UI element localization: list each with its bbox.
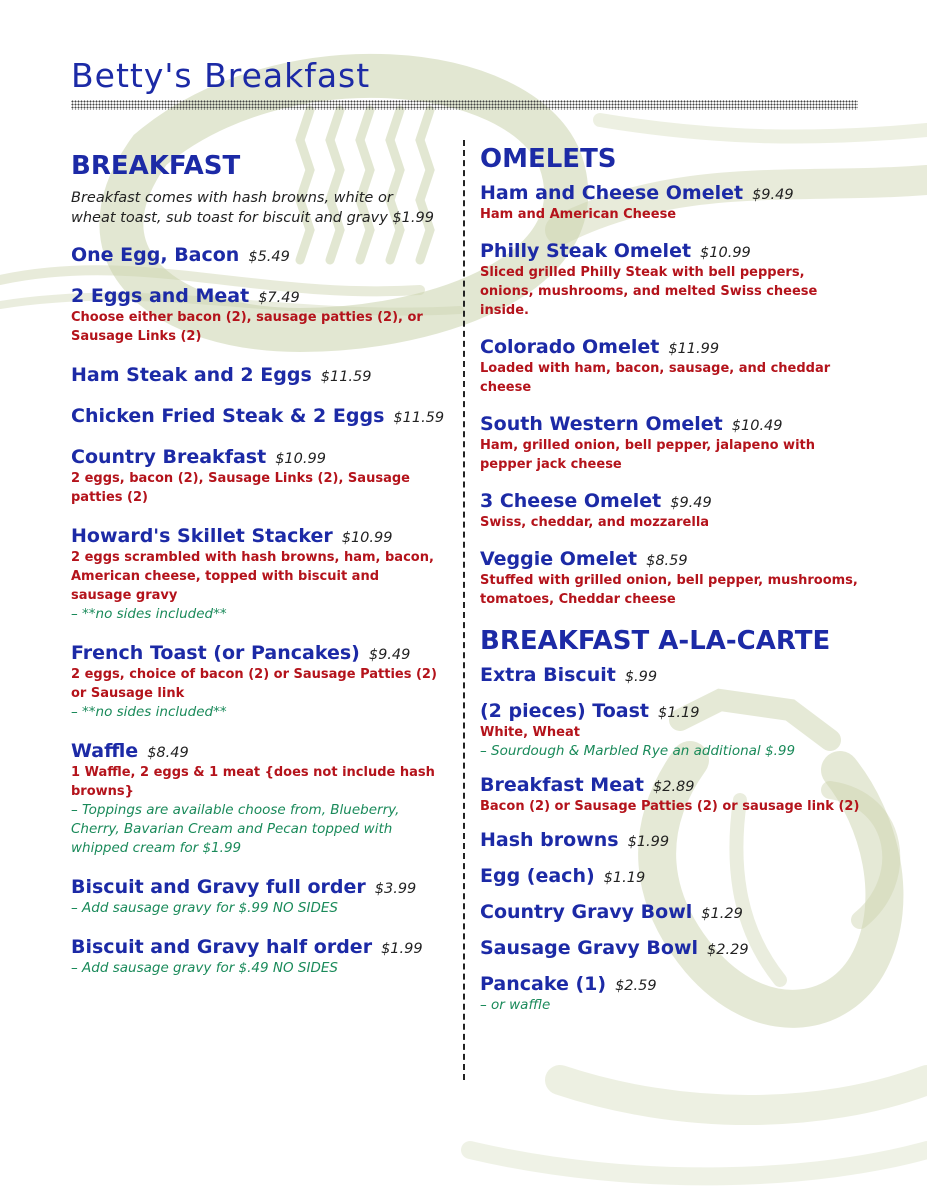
item-name: Colorado Omelet [480, 336, 660, 358]
menu-item [71, 524, 441, 624]
breakfast-intro: Breakfast comes with hash browns, white or wheat toast, sub toast for biscuit and gravy $1.99 [71, 190, 434, 226]
item-note: – Toppings are available choose from, Blueberry, Cherry, Bavarian Cream and Pecan topped with whipped cream for $1.99 [71, 802, 400, 856]
menu-item [480, 972, 860, 1015]
menu-item [480, 489, 860, 532]
title-dotted-rule [71, 100, 858, 110]
menu-item [71, 363, 441, 387]
item-price: $1.99 [627, 834, 670, 850]
item-description: Loaded with ham, bacon, sausage, and cheddar cheese [480, 361, 831, 395]
item-price: $2.29 [707, 942, 749, 958]
menu-item [71, 739, 441, 858]
item-description: Ham and American Cheese [480, 207, 677, 222]
item-name: Country Breakfast [71, 446, 267, 468]
menu-item [480, 181, 860, 224]
item-name: Egg (each) [480, 865, 595, 887]
menu-item [71, 875, 441, 918]
item-price: $2.59 [615, 978, 657, 994]
item-name: South Western Omelet [480, 413, 723, 435]
item-price: $11.59 [320, 369, 372, 385]
item-description: 2 eggs, choice of bacon (2) or Sausage Patties (2) or Sausage link [71, 667, 437, 701]
menu-item [71, 284, 441, 346]
menu-item [480, 864, 860, 888]
item-name: Sausage Gravy Bowl [480, 937, 699, 959]
item-name: Hash browns [480, 829, 619, 851]
item-description: Ham, grilled onion, bell pepper, jalapeno with pepper jack cheese [480, 438, 815, 472]
item-price: $9.49 [368, 647, 411, 663]
menu-item [480, 547, 860, 609]
item-note: – or waffle [480, 997, 551, 1013]
alacarte-section-title: BREAKFAST A-LA-CARTE [480, 626, 831, 656]
item-price: $8.59 [646, 553, 688, 569]
item-description: Swiss, cheddar, and mozzarella [480, 515, 710, 530]
item-price: $1.19 [603, 870, 646, 886]
menu-item [480, 699, 860, 761]
menu-item [480, 412, 860, 474]
item-note: – Add sausage gravy for $.49 NO SIDES [71, 960, 338, 976]
item-name: Extra Biscuit [480, 664, 616, 686]
item-price: $7.49 [258, 290, 300, 306]
menu-item [71, 641, 441, 722]
menu-item [480, 773, 860, 816]
item-price: $.99 [624, 669, 658, 685]
menu-item [480, 663, 860, 687]
item-description: White, Wheat [480, 725, 580, 740]
menu-item [480, 900, 860, 924]
item-name: Biscuit and Gravy half order [71, 936, 373, 958]
menu-item [480, 335, 860, 397]
menu-item [480, 828, 860, 852]
item-price: $3.99 [374, 881, 417, 897]
right-column [480, 143, 860, 1027]
item-price: $10.49 [731, 418, 783, 434]
item-description: 2 eggs, bacon (2), Sausage Links (2), Sausage patties (2) [71, 471, 410, 505]
menu-item [480, 239, 860, 320]
item-name: 2 Eggs and Meat [71, 285, 250, 307]
item-price: $10.99 [341, 530, 393, 546]
item-price: $9.49 [670, 495, 712, 511]
item-note: – Add sausage gravy for $.99 NO SIDES [71, 900, 338, 916]
item-name: Waffle [71, 740, 139, 762]
item-price: $11.99 [668, 341, 720, 357]
item-description: Stuffed with grilled onion, bell pepper, mushrooms, tomatoes, Cheddar cheese [480, 573, 858, 607]
breakfast-section [71, 150, 445, 995]
item-name: Biscuit and Gravy full order [71, 876, 366, 898]
item-price: $2.89 [653, 779, 695, 795]
menu-item [71, 445, 441, 507]
item-note: – **no sides included** [71, 704, 227, 720]
menu-item [71, 243, 441, 267]
item-price: $11.59 [393, 410, 445, 426]
item-note: – **no sides included** [71, 606, 227, 622]
item-description: Bacon (2) or Sausage Patties (2) or sausage link (2) [480, 799, 860, 814]
item-description: 2 eggs scrambled with hash browns, ham, bacon, American cheese, topped with biscuit and sausage gravy [71, 550, 434, 603]
item-name: (2 pieces) Toast [480, 700, 649, 722]
item-price: $10.99 [275, 451, 326, 467]
item-name: Veggie Omelet [480, 548, 638, 570]
item-price: $1.19 [657, 705, 700, 721]
item-name: Ham and Cheese Omelet [480, 182, 744, 204]
item-note: – Sourdough & Marbled Rye an additional $.99 [480, 743, 796, 759]
item-description: Sliced grilled Philly Steak with bell peppers, onions, mushrooms, and melted Swiss cheese inside. [480, 265, 818, 318]
item-name: Howard's Skillet Stacker [71, 525, 333, 547]
item-price: $8.49 [147, 745, 189, 761]
breakfast-section-title: BREAKFAST [71, 151, 241, 181]
item-price: $5.49 [248, 249, 290, 265]
item-name: 3 Cheese Omelet [480, 490, 662, 512]
menu-item [71, 404, 445, 428]
restaurant-title: Betty's Breakfast [71, 56, 371, 95]
item-name: Ham Steak and 2 Eggs [71, 364, 312, 386]
item-price: $10.99 [700, 245, 751, 261]
item-name: French Toast (or Pancakes) [71, 642, 360, 664]
item-description: Choose either bacon (2), sausage patties (2), or Sausage Links (2) [71, 310, 423, 344]
item-price: $1.29 [701, 906, 743, 922]
item-name: Chicken Fried Steak & 2 Eggs [71, 405, 385, 427]
column-divider [463, 140, 465, 1080]
item-description: 1 Waffle, 2 eggs & 1 meat {does not include hash browns} [71, 765, 435, 799]
item-name: Breakfast Meat [480, 774, 644, 796]
item-price: $9.49 [752, 187, 794, 203]
item-name: Philly Steak Omelet [480, 240, 692, 262]
item-name: Country Gravy Bowl [480, 901, 693, 923]
menu-item [71, 935, 441, 978]
omelets-section-title: OMELETS [480, 144, 617, 174]
menu-item [480, 936, 860, 960]
item-name: One Egg, Bacon [71, 244, 240, 266]
item-price: $1.99 [381, 941, 423, 957]
item-name: Pancake (1) [480, 973, 607, 995]
